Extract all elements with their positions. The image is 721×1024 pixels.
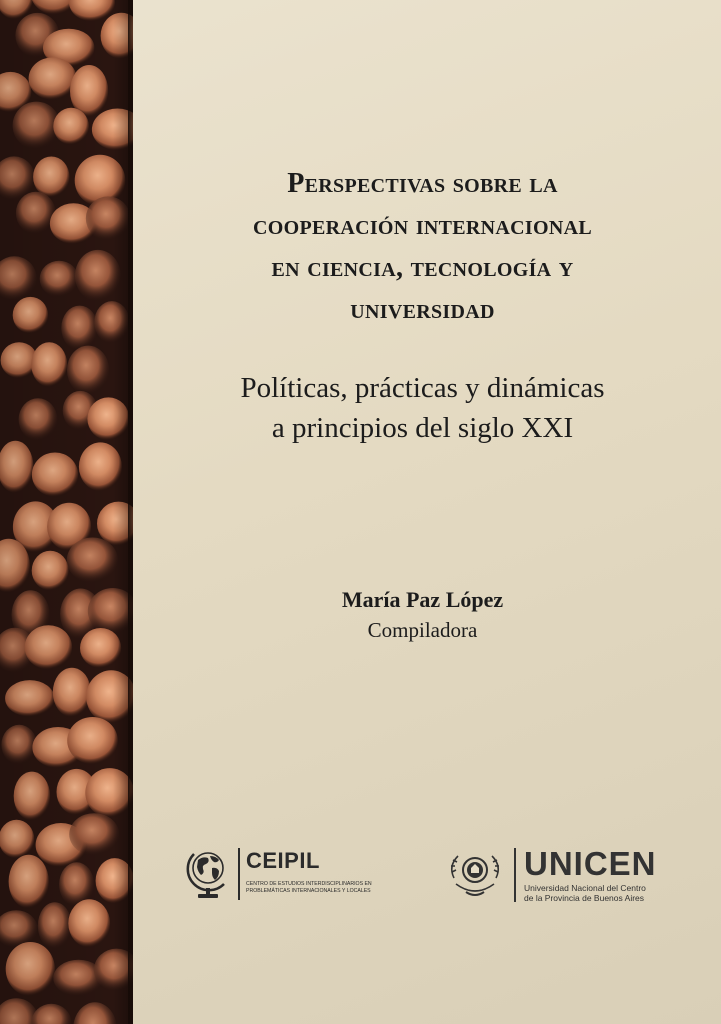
title-line: universidad: [350, 294, 495, 325]
unicen-desc-line: Universidad Nacional del Centro: [524, 883, 646, 893]
unicen-desc-line: de la Provincia de Buenos Aires: [524, 893, 645, 903]
logo-divider: [238, 848, 240, 900]
ceipil-logo: [186, 842, 396, 904]
strip-edge-shadow: [128, 0, 133, 1024]
author-name: María Paz López: [341, 587, 504, 612]
subtitle-line: a principios del siglo XXI: [271, 412, 574, 444]
book-title: [150, 163, 695, 331]
author-role: Compiladora: [367, 618, 478, 642]
book-subtitle: [150, 368, 695, 448]
title-line: cooperación internacional: [253, 210, 592, 241]
ceipil-description: [246, 881, 396, 895]
ceipil-desc-line: CENTRO DE ESTUDIOS INTERDISCIPLINARIOS EN: [246, 881, 372, 887]
ceipil-desc-line: PROBLEMÁTICAS INTERNACIONALES Y LOCALES: [246, 888, 371, 894]
subtitle-line: Políticas, prácticas y dinámicas: [240, 372, 605, 404]
title-line: Perspectivas sobre la: [287, 168, 558, 199]
title-line: en ciencia, tecnología y: [271, 252, 574, 283]
unicen-name: UNICEN: [524, 845, 657, 882]
unicen-logo: [446, 846, 656, 906]
ceipil-name: CEIPIL: [246, 848, 320, 873]
cells-image: [0, 0, 133, 1024]
globe-icon: [186, 844, 232, 902]
logo-divider: [514, 848, 516, 902]
unicen-description: [524, 883, 646, 903]
cover-image-strip: [0, 0, 133, 1024]
university-seal-icon: [446, 848, 504, 904]
